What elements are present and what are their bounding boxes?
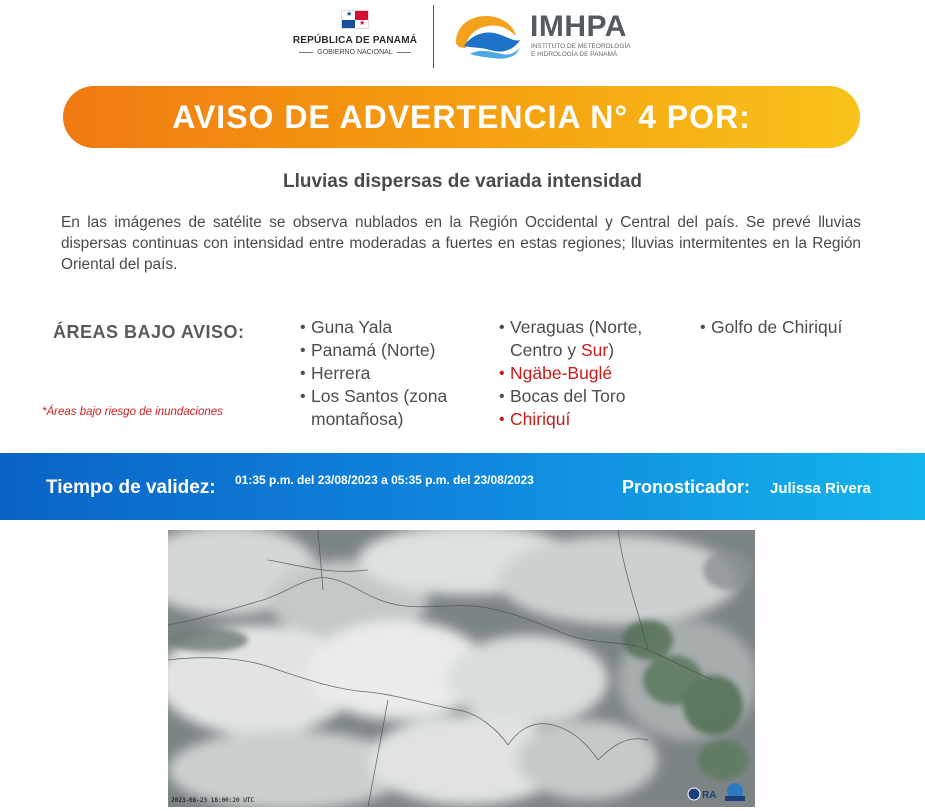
satellite-source-logo-icon	[687, 781, 747, 803]
veraguas-prefix: Veraguas (Norte, Centro y	[510, 317, 643, 360]
area-item: • Los Santos (zona montañosa)	[300, 385, 490, 431]
veraguas-suffix: )	[608, 340, 615, 360]
area-item-veraguas	[499, 316, 689, 362]
satellite-clouds-graphic	[168, 530, 755, 807]
government-title: REPÚBLICA DE PANAMÁ	[292, 35, 418, 46]
areas-column-1	[300, 316, 490, 431]
satellite-image	[168, 530, 755, 807]
warning-description: En las imágenes de satélite se observa nublados en la Región Occidental y Central del país. Se prevé lluvias dispersas continuas con intensidad entre moderadas a fuertes en estas regiones; lluvias intermitentes en la Región Oriental del país.	[61, 214, 861, 273]
imhpa-logo-icon	[452, 12, 524, 60]
forecaster-name: Julissa Rivera	[770, 480, 871, 497]
government-subtitle: GOBIERNO NACIONAL	[285, 49, 425, 56]
area-item-bocas-del-toro: • Bocas del Toro	[499, 385, 689, 408]
veraguas-sur-flood-risk: Sur	[581, 340, 609, 360]
warning-title-banner	[63, 86, 860, 148]
satellite-timestamp: 2023-08-23 18:00:20 UTC	[171, 797, 255, 804]
header	[0, 0, 925, 78]
warning-subtitle: Lluvias dispersas de variada intensidad	[282, 171, 643, 192]
area-item-ngabe-bugle: • Ngäbe-Buglé	[499, 362, 689, 385]
flood-risk-note: *Áreas bajo riesgo de inundaciones	[42, 406, 223, 418]
area-item: • Panamá (Norte)	[300, 339, 490, 362]
area-item: • Guna Yala	[300, 316, 490, 339]
svg-text:RA: RA	[702, 790, 717, 801]
validity-bar	[0, 453, 925, 520]
org-full-line2: E HIDROLOGÍA DE PANAMÁ	[531, 51, 618, 58]
government-logo	[285, 10, 425, 56]
org-full-name	[531, 43, 651, 59]
validity-label: Tiempo de validez:	[46, 477, 216, 498]
area-item-golfo-de-chiriqui: • Golfo de Chiriquí	[700, 316, 900, 339]
org-name: IMHPA	[530, 10, 627, 43]
org-full-line1: INSTITUTO DE METEOROLOGÍA	[531, 43, 631, 50]
area-item: • Herrera	[300, 362, 490, 385]
header-divider	[433, 5, 434, 68]
warning-title: AVISO DE ADVERTENCIA N° 4 POR:	[172, 98, 751, 135]
panama-flag-icon: ★ ★	[341, 10, 369, 29]
validity-value: 01:35 p.m. del 23/08/2023 a 05:35 p.m. del 23/08/2023	[235, 473, 534, 487]
area-item-chiriqui: • Chiriquí	[499, 408, 689, 431]
areas-column-3	[700, 316, 900, 339]
forecaster-label: Pronosticador:	[622, 477, 751, 497]
areas-label: ÁREAS BAJO AVISO:	[53, 322, 245, 342]
areas-column-2	[499, 316, 689, 431]
